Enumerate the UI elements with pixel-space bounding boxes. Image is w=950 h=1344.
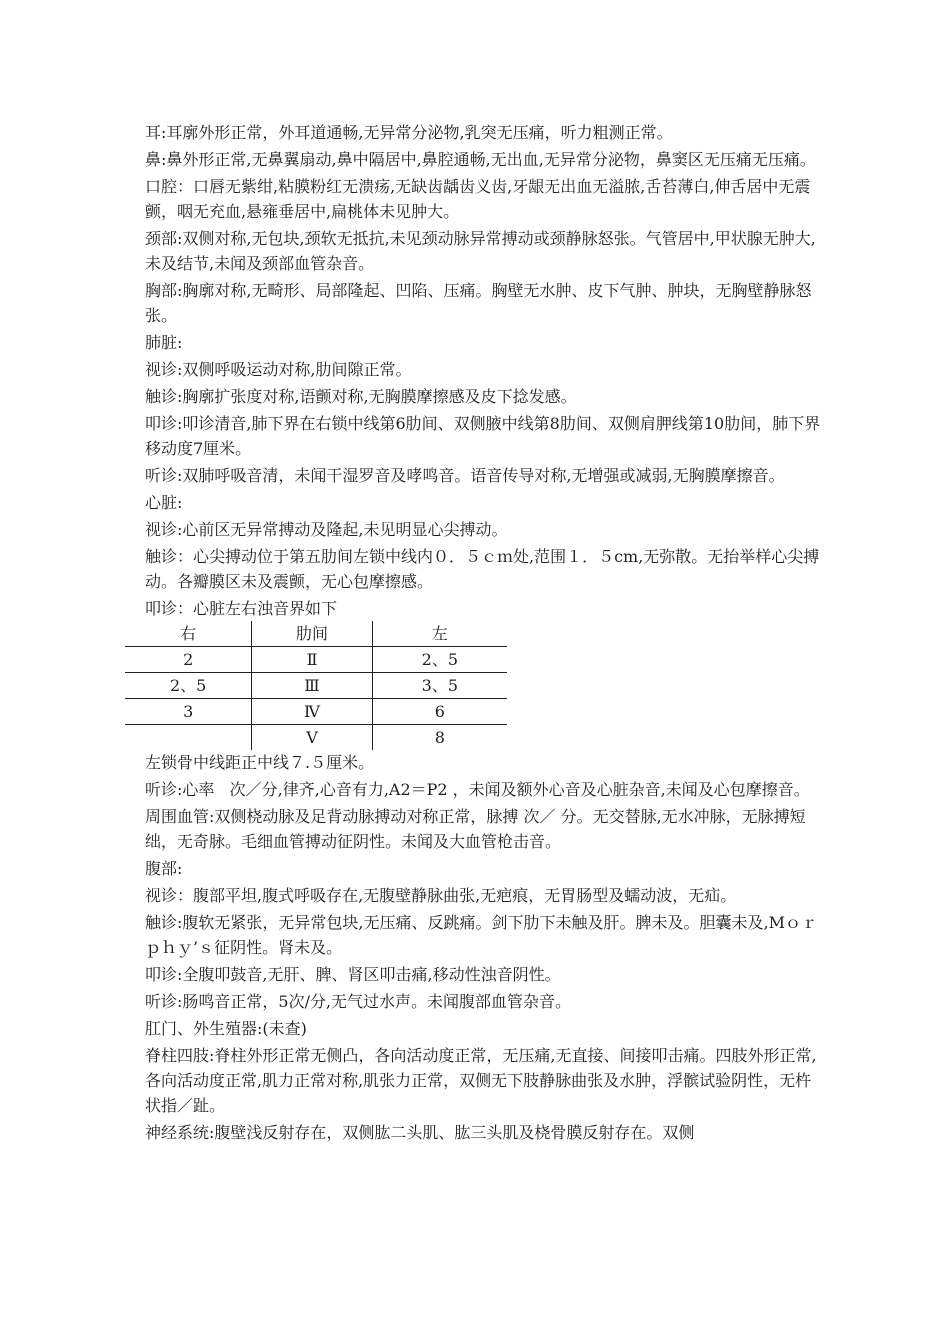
abdomen-inspection: 视诊：腹部平坦,腹式呼吸存在,无腹壁静脉曲张,无疤痕，无胃肠型及蠕动波，无疝。 bbox=[145, 886, 737, 905]
cell-left: 6 bbox=[372, 699, 507, 725]
header-intercostal: 肋间 bbox=[252, 621, 372, 647]
heart-auscultation: 听诊:心率 次／分,律齐,心音有力,A2＝P2 ，未闻及额外心音及心脏杂音,未闻及心包摩擦音。 bbox=[145, 780, 810, 799]
heart-heading: 心脏: bbox=[145, 493, 183, 512]
lung-heading: 肺脏: bbox=[145, 333, 183, 352]
cell-left: 2、5 bbox=[372, 647, 507, 673]
nose-paragraph: 鼻:鼻外形正常,无鼻翼扇动,鼻中隔居中,鼻腔通畅,无出血,无异常分泌物，鼻窦区无压痛无压痛。 bbox=[145, 150, 816, 169]
neck-paragraph: 颈部:双侧对称,无包块,颈软无抵抗,未见颈动脉异常搏动或颈静脉怒张。气管居中,甲状腺无肿大,未及结节,未闻及颈部血管杂音。 bbox=[145, 229, 816, 273]
header-right: 右 bbox=[125, 621, 252, 647]
lung-palpation: 触诊:胸廓扩张度对称,语颤对称,无胸膜摩擦感及皮下捻发感。 bbox=[145, 387, 577, 406]
table-row bbox=[125, 699, 507, 725]
table-row bbox=[125, 647, 507, 673]
table-row bbox=[125, 725, 507, 751]
abdomen-auscultation: 听诊:肠鸣音正常，5次/分,无气过水声。未闻腹部血管杂音。 bbox=[145, 992, 572, 1011]
cell-intercostal: Ⅱ bbox=[252, 647, 372, 673]
lung-inspection: 视诊:双侧呼吸运动对称,肋间隙正常。 bbox=[145, 360, 412, 379]
peripheral-vessels: 周围血管:双侧桡动脉及足背动脉搏动对称正常，脉搏 次／ 分。无交替脉,无水冲脉，无脉搏短绌，无奇脉。毛细血管搏动征阴性。未闻及大血管枪击音。 bbox=[145, 807, 806, 851]
abdomen-percussion: 叩诊:全腹叩鼓音,无肝、脾、肾区叩击痛,移动性浊音阴性。 bbox=[145, 965, 561, 984]
ear-paragraph: 耳:耳廓外形正常，外耳道通畅,无异常分泌物,乳突无压痛，听力粗测正常。 bbox=[145, 123, 673, 142]
heart-percussion: 叩诊：心脏左右浊音界如下 bbox=[145, 599, 338, 618]
anus-genitalia: 肛门、外生殖器:(未查) bbox=[145, 1019, 307, 1038]
cell-intercostal: Ⅳ bbox=[252, 699, 372, 725]
mouth-paragraph: 口腔：口唇无紫绀,粘膜粉红无溃疡,无缺齿龋齿义齿,牙龈无出血无溢脓,舌苔薄白,伸舌居中无震颤，咽无充血,悬雍垂居中,扁桃体未见肿大。 bbox=[145, 177, 811, 221]
cell-right bbox=[125, 725, 252, 751]
spine-limbs: 脊柱四肢:脊柱外形正常无侧凸，各向活动度正常，无压痛,无直接、间接叩击痛。四肢外形正常,各向活动度正常,肌力正常对称,肌张力正常，双侧无下肢静脉曲张及水肿，浮髌试验阴性，无杵状指／趾。 bbox=[145, 1046, 817, 1115]
abdomen-palpation: 触诊:腹软无紧张，无异常包块,无压痛、反跳痛。剑下肋下未触及肝。脾未及。胆囊未及,Mｏｒｐｈｙ’ｓ征阴性。肾未及。 bbox=[145, 913, 817, 957]
table-row bbox=[125, 673, 507, 699]
lung-percussion: 叩诊:叩诊清音,肺下界在右锁中线第6肋间、双侧腋中线第8肋间、双侧肩胛线第10肋间，肺下界移动度7厘米。 bbox=[145, 414, 821, 458]
heart-inspection: 视诊:心前区无异常搏动及隆起,未见明显心尖搏动。 bbox=[145, 520, 508, 539]
cell-right: 3 bbox=[125, 699, 252, 725]
lung-auscultation: 听诊:双肺呼吸音清，未闻干湿罗音及哮鸣音。语音传导对称,无增强或减弱,无胸膜摩擦音。 bbox=[145, 466, 785, 485]
document-body bbox=[145, 120, 825, 1147]
nervous-system: 神经系统:腹壁浅反射存在，双侧肱二头肌、肱三头肌及桡骨膜反射存在。双侧 bbox=[145, 1123, 695, 1142]
cell-intercostal: Ⅴ bbox=[252, 725, 372, 751]
cell-right: 2、5 bbox=[125, 673, 252, 699]
chest-paragraph: 胸部:胸廓对称,无畸形、局部隆起、凹陷、压痛。胸壁无水肿、皮下气肿、肿块，无胸壁静脉怒张。 bbox=[145, 281, 812, 325]
section-exam-b bbox=[145, 750, 825, 1145]
cell-left: 3、5 bbox=[372, 673, 507, 699]
header-left: 左 bbox=[372, 621, 507, 647]
section-exam-a bbox=[145, 120, 825, 621]
cell-intercostal: Ⅲ bbox=[252, 673, 372, 699]
table-header-row bbox=[125, 621, 507, 647]
cell-right: 2 bbox=[125, 647, 252, 673]
cell-left: 8 bbox=[434, 727, 445, 747]
abdomen-heading: 腹部: bbox=[145, 859, 183, 878]
midclavicular-distance: 左锁骨中线距正中线７.５厘米。 bbox=[145, 753, 375, 772]
heart-dullness-table bbox=[125, 621, 507, 750]
heart-palpation: 触诊：心尖搏动位于第五肋间左锁中线内０．５ｃｍ处,范围１．５cm,无弥散。无抬举样心尖搏动。各瓣膜区未及震颤，无心包摩擦感。 bbox=[145, 547, 820, 591]
